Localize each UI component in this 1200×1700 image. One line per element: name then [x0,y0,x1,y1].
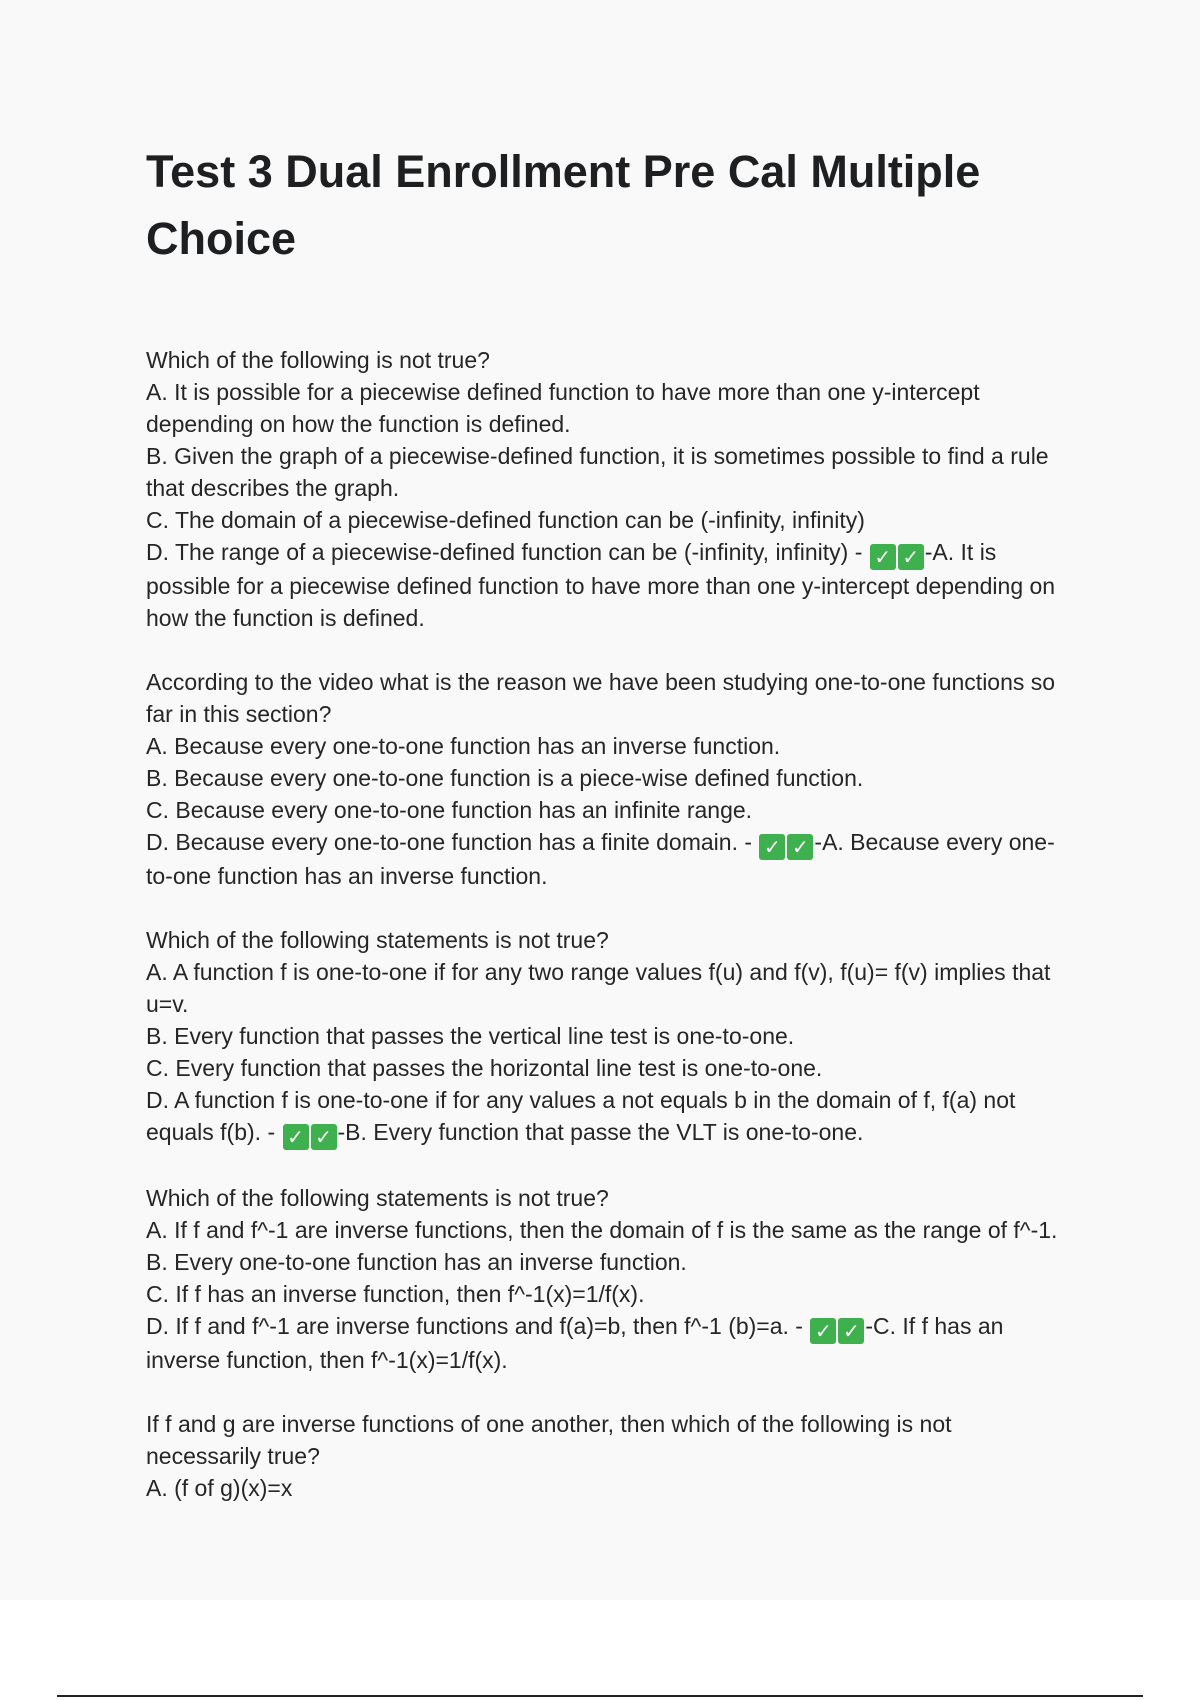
check-mark-icon: ✓ [898,544,924,570]
answer-option: A. If f and f^-1 are inverse functions, then the domain of f is the same as the range of f^-1. [146,1217,1058,1243]
answer-option: C. The domain of a piecewise-defined function can be (-infinity, infinity) [146,507,865,533]
correct-answer: -A. Because every one-to-one function has an inverse function. [146,829,1055,889]
page-divider [57,1695,1143,1697]
check-mark-icon: ✓ [787,834,813,860]
question-item [146,924,1066,1150]
check-mark-icon: ✓ [838,1318,864,1344]
answer-option: C. Every function that passes the horizontal line test is one-to-one. [146,1055,823,1081]
answer-option-with-solution [146,1084,1066,1150]
check-mark-icon: ✓ [311,1124,337,1150]
answer-option: C. If f has an inverse function, then f^-1(x)=1/f(x). [146,1281,645,1307]
answer-option-with-solution [146,826,1066,892]
answer-option: B. Given the graph of a piecewise-defined function, it is sometimes possible to find a rule that describes the graph. [146,443,1049,501]
check-mark-icon: ✓ [870,544,896,570]
question-list [146,344,1066,1536]
answer-option-with-solution [146,536,1066,634]
question-item [146,344,1066,634]
question-prompt: Which of the following is not true? [146,347,490,373]
answer-option: D. Because every one-to-one function has a finite domain. - [146,829,753,855]
question-prompt: Which of the following statements is not true? [146,1185,609,1211]
question-item [146,666,1066,892]
question-prompt: According to the video what is the reason we have been studying one-to-one functions so far in this section? [146,669,1056,727]
correct-answer: -B. Every function that passe the VLT is one-to-one. [337,1119,864,1145]
question-item [146,1182,1066,1376]
answer-option: A. It is possible for a piecewise defined function to have more than one y-intercept depending on how the function is defined. [146,379,980,437]
check-mark-icon: ✓ [759,834,785,860]
check-mark-icon: ✓ [810,1318,836,1344]
answer-option-with-solution [146,1310,1066,1376]
answer-option: D. A function f is one-to-one if for any values a not equals b in the domain of f, f(a) not equals f(b). - [146,1087,1016,1145]
answer-option: B. Every function that passes the vertical line test is one-to-one. [146,1023,795,1049]
answer-option: B. Every one-to-one function has an inverse function. [146,1249,687,1275]
correct-answer: -A. It is possible for a piecewise defined function to have more than one y-intercept depending on how the function is defined. [146,539,1056,631]
answer-option: D. The range of a piecewise-defined function can be (-infinity, infinity) - [146,539,863,565]
question-prompt: Which of the following statements is not true? [146,927,609,953]
answer-option: A. Because every one-to-one function has an inverse function. [146,733,781,759]
answer-option: D. If f and f^-1 are inverse functions and f(a)=b, then f^-1 (b)=a. - [146,1313,803,1339]
document-title: Test 3 Dual Enrollment Pre Cal Multiple Choice [146,146,981,264]
answer-option: A. A function f is one-to-one if for any two range values f(u) and f(v), f(u)= f(v) implies that u=v. [146,959,1051,1017]
answer-option: A. (f of g)(x)=x [146,1475,293,1501]
answer-option: C. Because every one-to-one function has an infinite range. [146,797,753,823]
question-prompt: If f and g are inverse functions of one another, then which of the following is not necessarily true? [146,1411,952,1469]
question-item [146,1408,1066,1504]
check-mark-icon: ✓ [283,1124,309,1150]
correct-answer: -C. If f has an inverse function, then f^-1(x)=1/f(x). [146,1313,1004,1373]
answer-option: B. Because every one-to-one function is a piece-wise defined function. [146,765,864,791]
